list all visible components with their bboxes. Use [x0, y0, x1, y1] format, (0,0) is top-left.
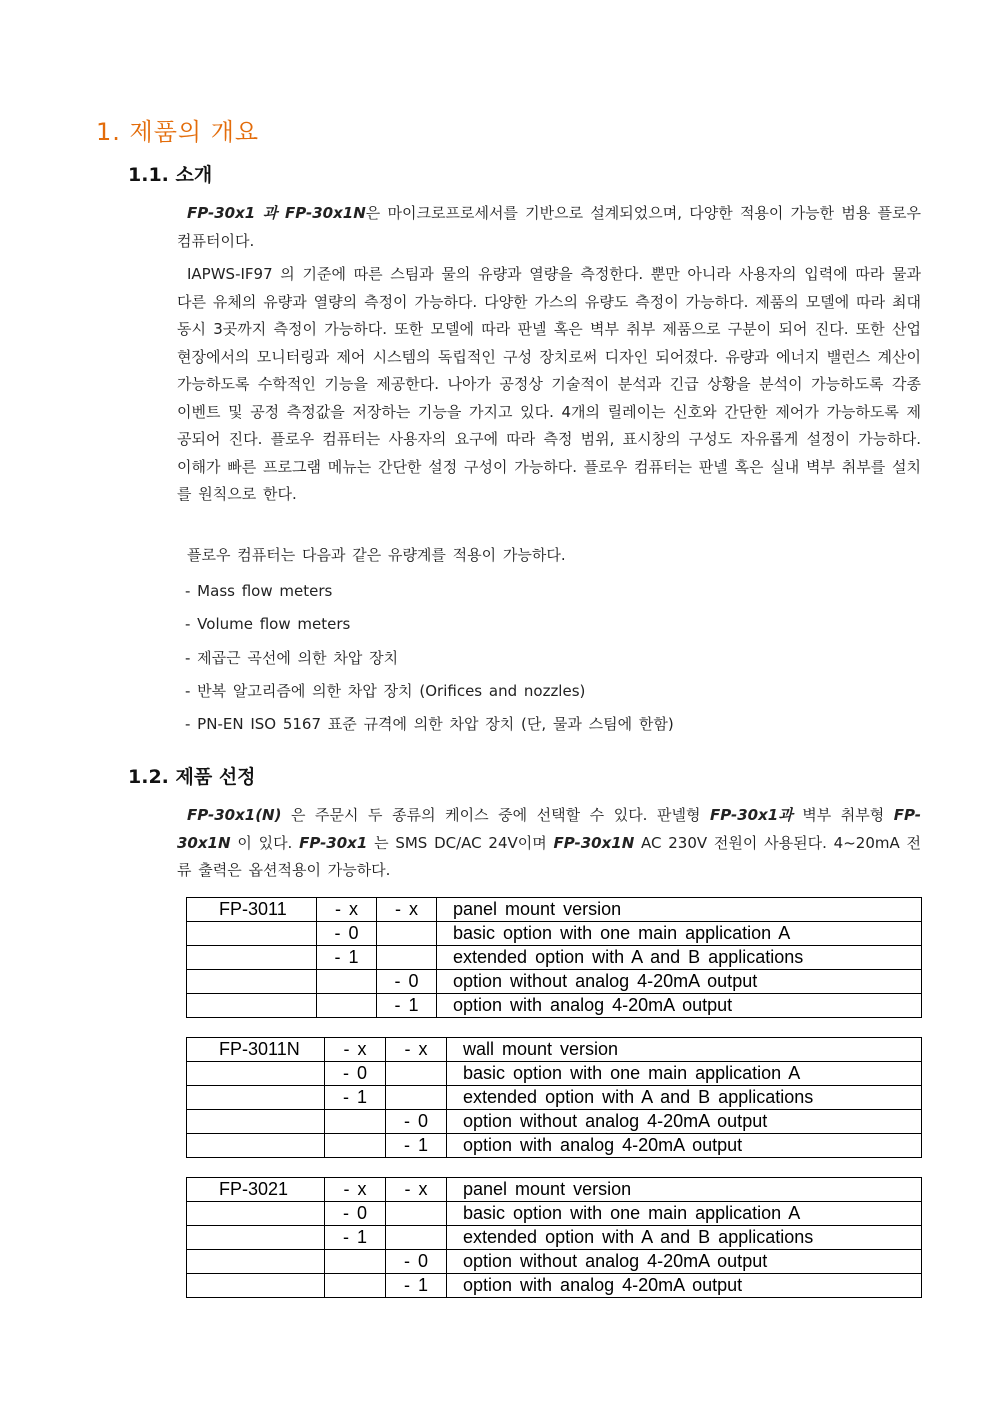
model-cell [187, 946, 317, 970]
table-row [187, 970, 922, 994]
option-cell [325, 1250, 386, 1274]
description-cell: option without analog 4-20mA output [447, 1250, 922, 1274]
description-cell: basic option with one main application A [447, 1062, 922, 1086]
output-cell [386, 1062, 447, 1086]
table-row [187, 922, 922, 946]
model-name: FP-30x1 [299, 833, 368, 852]
section-1-heading: 1. 제품의 개요 [96, 118, 260, 146]
option-cell: - 0 [325, 1202, 386, 1226]
option-cell: - x [317, 898, 377, 922]
option-cell [325, 1110, 386, 1134]
section-1-2-heading: 1.2. 제품 선정 [128, 766, 256, 788]
option-cell [325, 1134, 386, 1158]
model-name: FP-30x1N [553, 833, 635, 852]
option-cell: - 0 [317, 922, 377, 946]
option-cell: - 0 [325, 1062, 386, 1086]
model-table-fp3011 [186, 897, 922, 1018]
model-table-fp3021 [186, 1177, 922, 1298]
output-cell [377, 922, 437, 946]
table-row [187, 898, 922, 922]
model-cell: FP-3021 [187, 1178, 325, 1202]
description-cell: panel mount version [447, 1178, 922, 1202]
model-cell [187, 1226, 325, 1250]
model-name: FP-30x1N [285, 204, 366, 222]
model-table-fp3011n [186, 1037, 922, 1158]
model-cell [187, 1062, 325, 1086]
section-1-1-heading: 1.1. 소개 [128, 164, 213, 186]
description-cell: option without analog 4-20mA output [437, 970, 922, 994]
description-cell: option without analog 4-20mA output [447, 1110, 922, 1134]
table-row [187, 1134, 922, 1158]
model-cell [187, 1134, 325, 1158]
description-cell: panel mount version [437, 898, 922, 922]
description-cell: basic option with one main application A [437, 922, 922, 946]
description-cell: option with analog 4-20mA output [437, 994, 922, 1018]
selection-text: AC 230V 전원이 사용된다. 4~20mA 전류 출력은 옵션적용이 가능하다. [177, 833, 921, 879]
option-cell [317, 994, 377, 1018]
model-name: FP-30x1과 [710, 806, 793, 824]
table-row [187, 1250, 922, 1274]
description-cell: extended option with A and B applications [447, 1226, 922, 1250]
option-cell: - x [325, 1178, 386, 1202]
output-cell: - x [377, 898, 437, 922]
table-row [187, 1086, 922, 1110]
output-cell: - 0 [386, 1110, 447, 1134]
table-row [187, 994, 922, 1018]
list-item: - 반복 알고리즘에 의한 차압 장치 (Orifices and nozzles) [185, 681, 586, 700]
table-row [187, 1226, 922, 1250]
model-cell [187, 1086, 325, 1110]
model-name: FP-30x1(N) [187, 806, 282, 824]
option-cell: - 1 [325, 1086, 386, 1110]
list-item: - PN-EN ISO 5167 표준 규격에 의한 차압 장치 (단, 물과 스팀에 한함) [185, 715, 674, 734]
description-cell: basic option with one main application A [447, 1202, 922, 1226]
output-cell [386, 1202, 447, 1226]
table-row [187, 1062, 922, 1086]
selection-text: 벽부 취부형 [792, 806, 894, 824]
description-cell: option with analog 4-20mA output [447, 1134, 922, 1158]
model-cell: FP-3011N [187, 1038, 325, 1062]
output-cell [377, 946, 437, 970]
table-row [187, 1178, 922, 1202]
option-cell: - x [325, 1038, 386, 1062]
table-row [187, 1110, 922, 1134]
option-cell: - 1 [325, 1226, 386, 1250]
output-cell: - 0 [386, 1250, 447, 1274]
conjunction: 과 [255, 204, 286, 222]
description-paragraph [177, 261, 921, 509]
selection-text: 는 SMS DC/AC 24V이며 [367, 833, 554, 852]
output-cell: - x [386, 1178, 447, 1202]
option-cell [325, 1274, 386, 1298]
applicable-text: 플로우 컴퓨터는 다음과 같은 유량계를 적용이 가능하다. [187, 546, 566, 564]
output-cell: - 0 [377, 970, 437, 994]
model-cell [187, 1110, 325, 1134]
description-cell: wall mount version [447, 1038, 922, 1062]
model-cell [187, 1274, 325, 1298]
output-cell: - 1 [386, 1274, 447, 1298]
option-cell: - 1 [317, 946, 377, 970]
table-row [187, 946, 922, 970]
applicable-paragraph [177, 542, 921, 570]
intro-paragraph [177, 200, 921, 255]
table-row [187, 1202, 922, 1226]
selection-paragraph [177, 802, 921, 885]
output-cell [386, 1226, 447, 1250]
description-cell: extended option with A and B applications [447, 1086, 922, 1110]
model-name: FP-30x1N [177, 806, 921, 852]
model-cell: FP-3011 [187, 898, 317, 922]
selection-text: 이 있다. [230, 833, 300, 852]
model-cell [187, 994, 317, 1018]
list-item: - 제곱근 곡선에 의한 차압 장치 [185, 648, 399, 667]
output-cell: - 1 [377, 994, 437, 1018]
description-cell: extended option with A and B applications [437, 946, 922, 970]
model-cell [187, 922, 317, 946]
description-text: IAPWS-IF97 의 기준에 따른 스팀과 물의 유량과 열량을 측정한다. 뿐만 아니라 사용자의 입력에 따라 물과 다른 유체의 유량과 열량의 측정이 가능하다. 다양한 가스의 유량도 측정이 가능하다. 제품의 모델에 따라 최대 동시 3곳까지 측정이 가능하다. 또한 모델에 따라 판넬 혹은 벽부 취부 제품으로 구분이 되어 진다. 또한 산업 현장에서의 모니터링과 제어 시스템의 독립적인 구성 장치로써 디자인 되어졌다. 유량과 에너지 밸런스 계산이 가능하도록 수학적인 기능을 제공한다. 나아가 공정상 기술적이 분석과 긴급 상황을 분석이 가능하도록 각종 이벤트 및 공정 측정값을 저장하는 기능을 가지고 있다. 4개의 릴레이는 신호와 간단한 제어가 가능하도록 제공되어 진다. 플로우 컴퓨터는 사용자의 요구에 따라 측정 범위, 표시창의 구성도 자유롭게 설정이 가능하다. 이해가 빠른 프로그램 메뉴는 간단한 설정 구성이 가능하다. 플로우 컴퓨터는 판넬 혹은 실내 벽부 취부를 설치를 원칙으로 한다. [177, 265, 921, 503]
output-cell: - 1 [386, 1134, 447, 1158]
table-row [187, 1274, 922, 1298]
option-cell [317, 970, 377, 994]
output-cell: - x [386, 1038, 447, 1062]
model-cell [187, 970, 317, 994]
intro-text: 은 마이크로프로세서를 기반으로 설계되었으며, 다양한 적용이 가능한 범용 플로우 컴퓨터이다. [177, 204, 921, 250]
selection-text: 은 주문시 두 종류의 케이스 중에 선택할 수 있다. 판넬형 [281, 806, 711, 824]
model-name: FP-30x1 [187, 204, 256, 222]
model-cell [187, 1202, 325, 1226]
model-cell [187, 1250, 325, 1274]
table-row [187, 1038, 922, 1062]
output-cell [386, 1086, 447, 1110]
flow-meter-list [185, 579, 674, 745]
list-item: - Volume flow meters [185, 615, 351, 634]
description-cell: option with analog 4-20mA output [447, 1274, 922, 1298]
list-item: - Mass flow meters [185, 582, 333, 600]
